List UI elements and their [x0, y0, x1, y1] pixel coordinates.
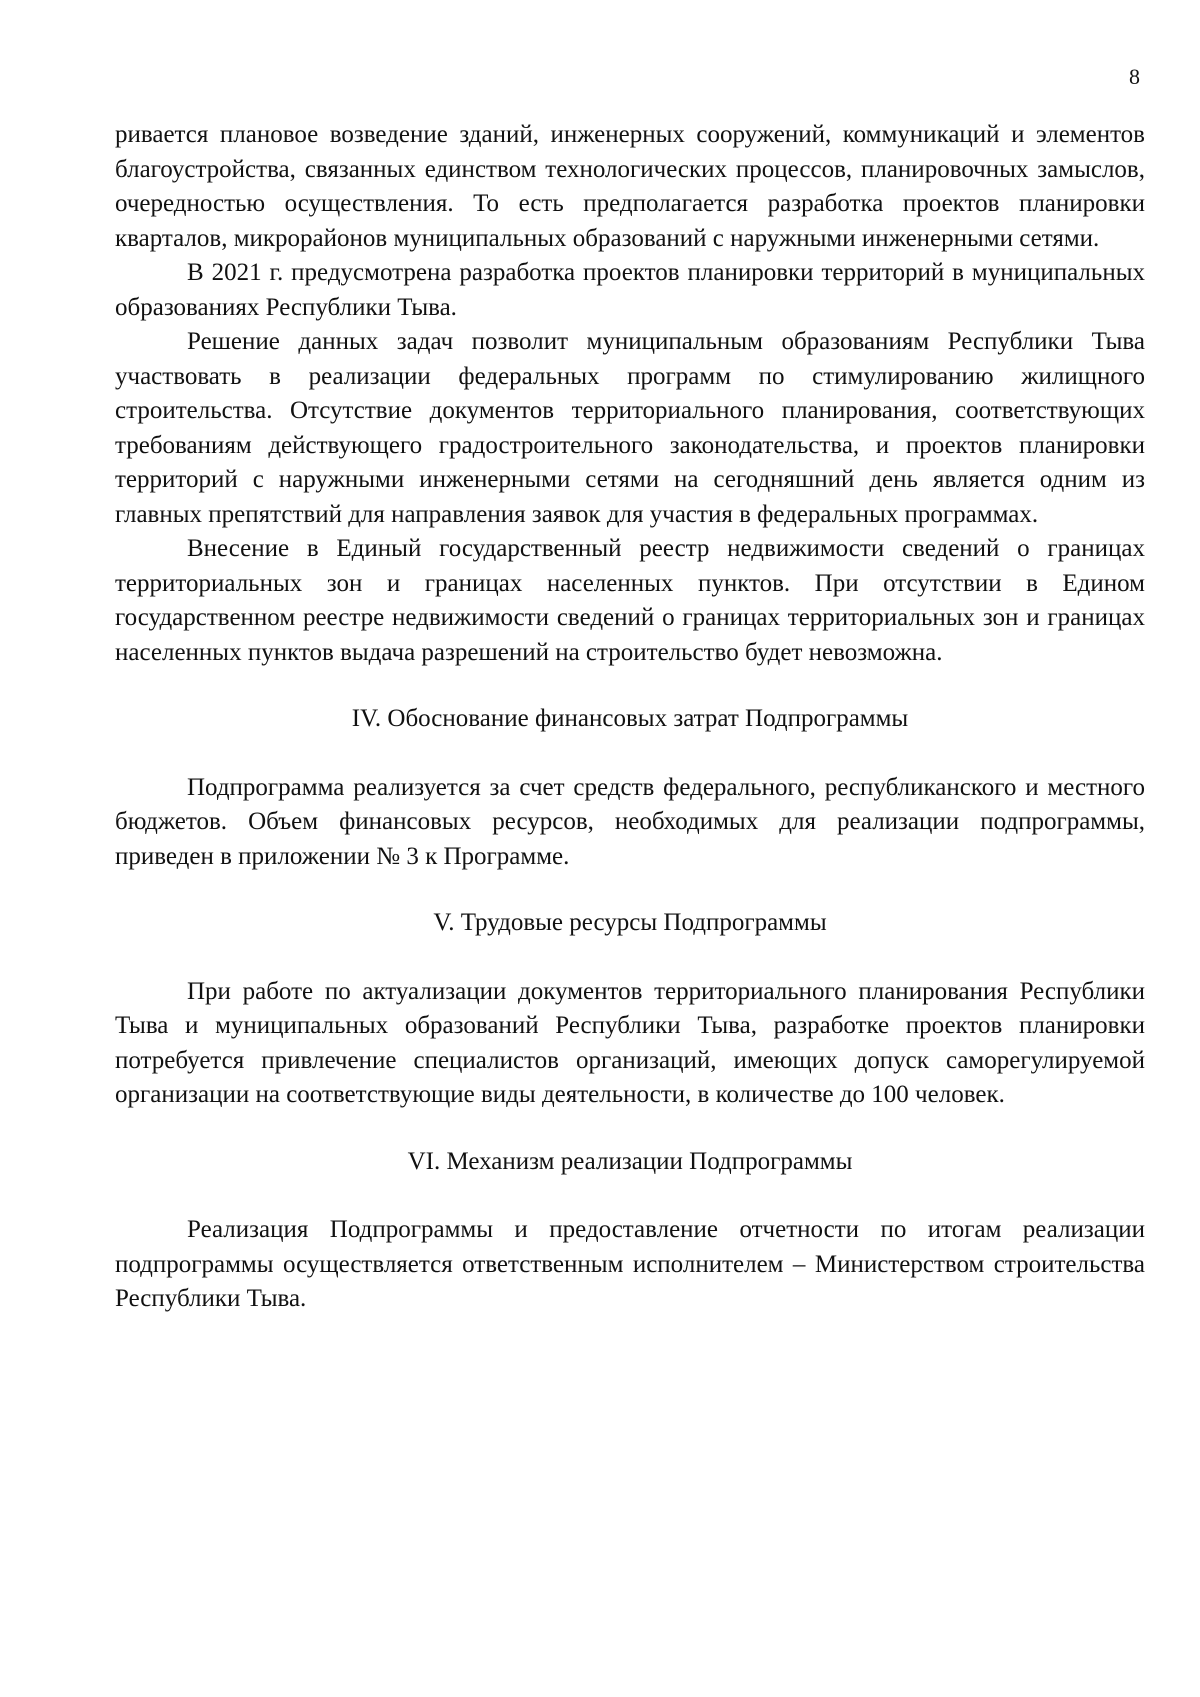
document-body	[115, 118, 1145, 1317]
paragraph-mechanism: Реализация Подпрограммы и предоставление отчетности по итогам реализации подпрограммы осуществляется ответственным исполнителем – Министерством строительства Республики Тыва.	[115, 1216, 1145, 1312]
paragraph-financing: Подпрограмма реализуется за счет средств федерального, республиканского и местного бюджетов. Объем финансовых ресурсов, необходимых для реализации подпрограммы, приведен в приложении № 3 к Программе.	[115, 773, 1145, 870]
paragraph-planning-2021: В 2021 г. предусмотрена разработка проектов планировки территорий в муниципальных образованиях Республики Тыва.	[115, 259, 1145, 321]
page-number: 8	[1129, 64, 1140, 89]
paragraph-continuation: ривается плановое возведение зданий, инженерных сооружений, коммуникаций и элементов благоустройства, связанных единством технологических процессов, планировочных замыслов, очередностью осуществления. То есть предполагается разработка проектов планировки кварталов, микрорайонов муниципальных образований с наружными инженерными сетями.	[115, 121, 1145, 252]
paragraph-federal-programs: Решение данных задач позволит муниципальным образованиям Республики Тыва участвовать в реализации федеральных программ по стимулированию жилищного строительства. Отсутствие документов территориального планирования, соответствующих требованиям действующего градостроительного законодательства, и проектов планировки территорий с наружными инженерными сетями на сегодняшний день является одним из главных препятствий для направления заявок для участия в федеральных программах.	[115, 328, 1145, 528]
paragraph-labor: При работе по актуализации документов территориального планирования Республики Тыва и муниципальных образований Республики Тыва, разработке проектов планировки потребуется привлечение специалистов организаций, имеющих допуск саморегулируемой организации на соответствующие виды деятельности, в количестве до 100 человек.	[115, 977, 1145, 1108]
section-heading-mechanism: VI. Механизм реализации Подпрограммы	[407, 1147, 853, 1175]
section-heading-labor: V. Трудовые ресурсы Подпрограммы	[433, 909, 827, 936]
paragraph-registry: Внесение в Единый государственный реестр недвижимости сведений о границах территориальных зон и границах населенных пунктов. При отсутствии в Едином государственном реестре недвижимости сведений о границах территориальных зон и границах населенных пунктов выдача разрешений на строительство будет невозможна.	[115, 535, 1145, 666]
section-heading-financing: IV. Обоснование финансовых затрат Подпрограммы	[351, 705, 909, 732]
